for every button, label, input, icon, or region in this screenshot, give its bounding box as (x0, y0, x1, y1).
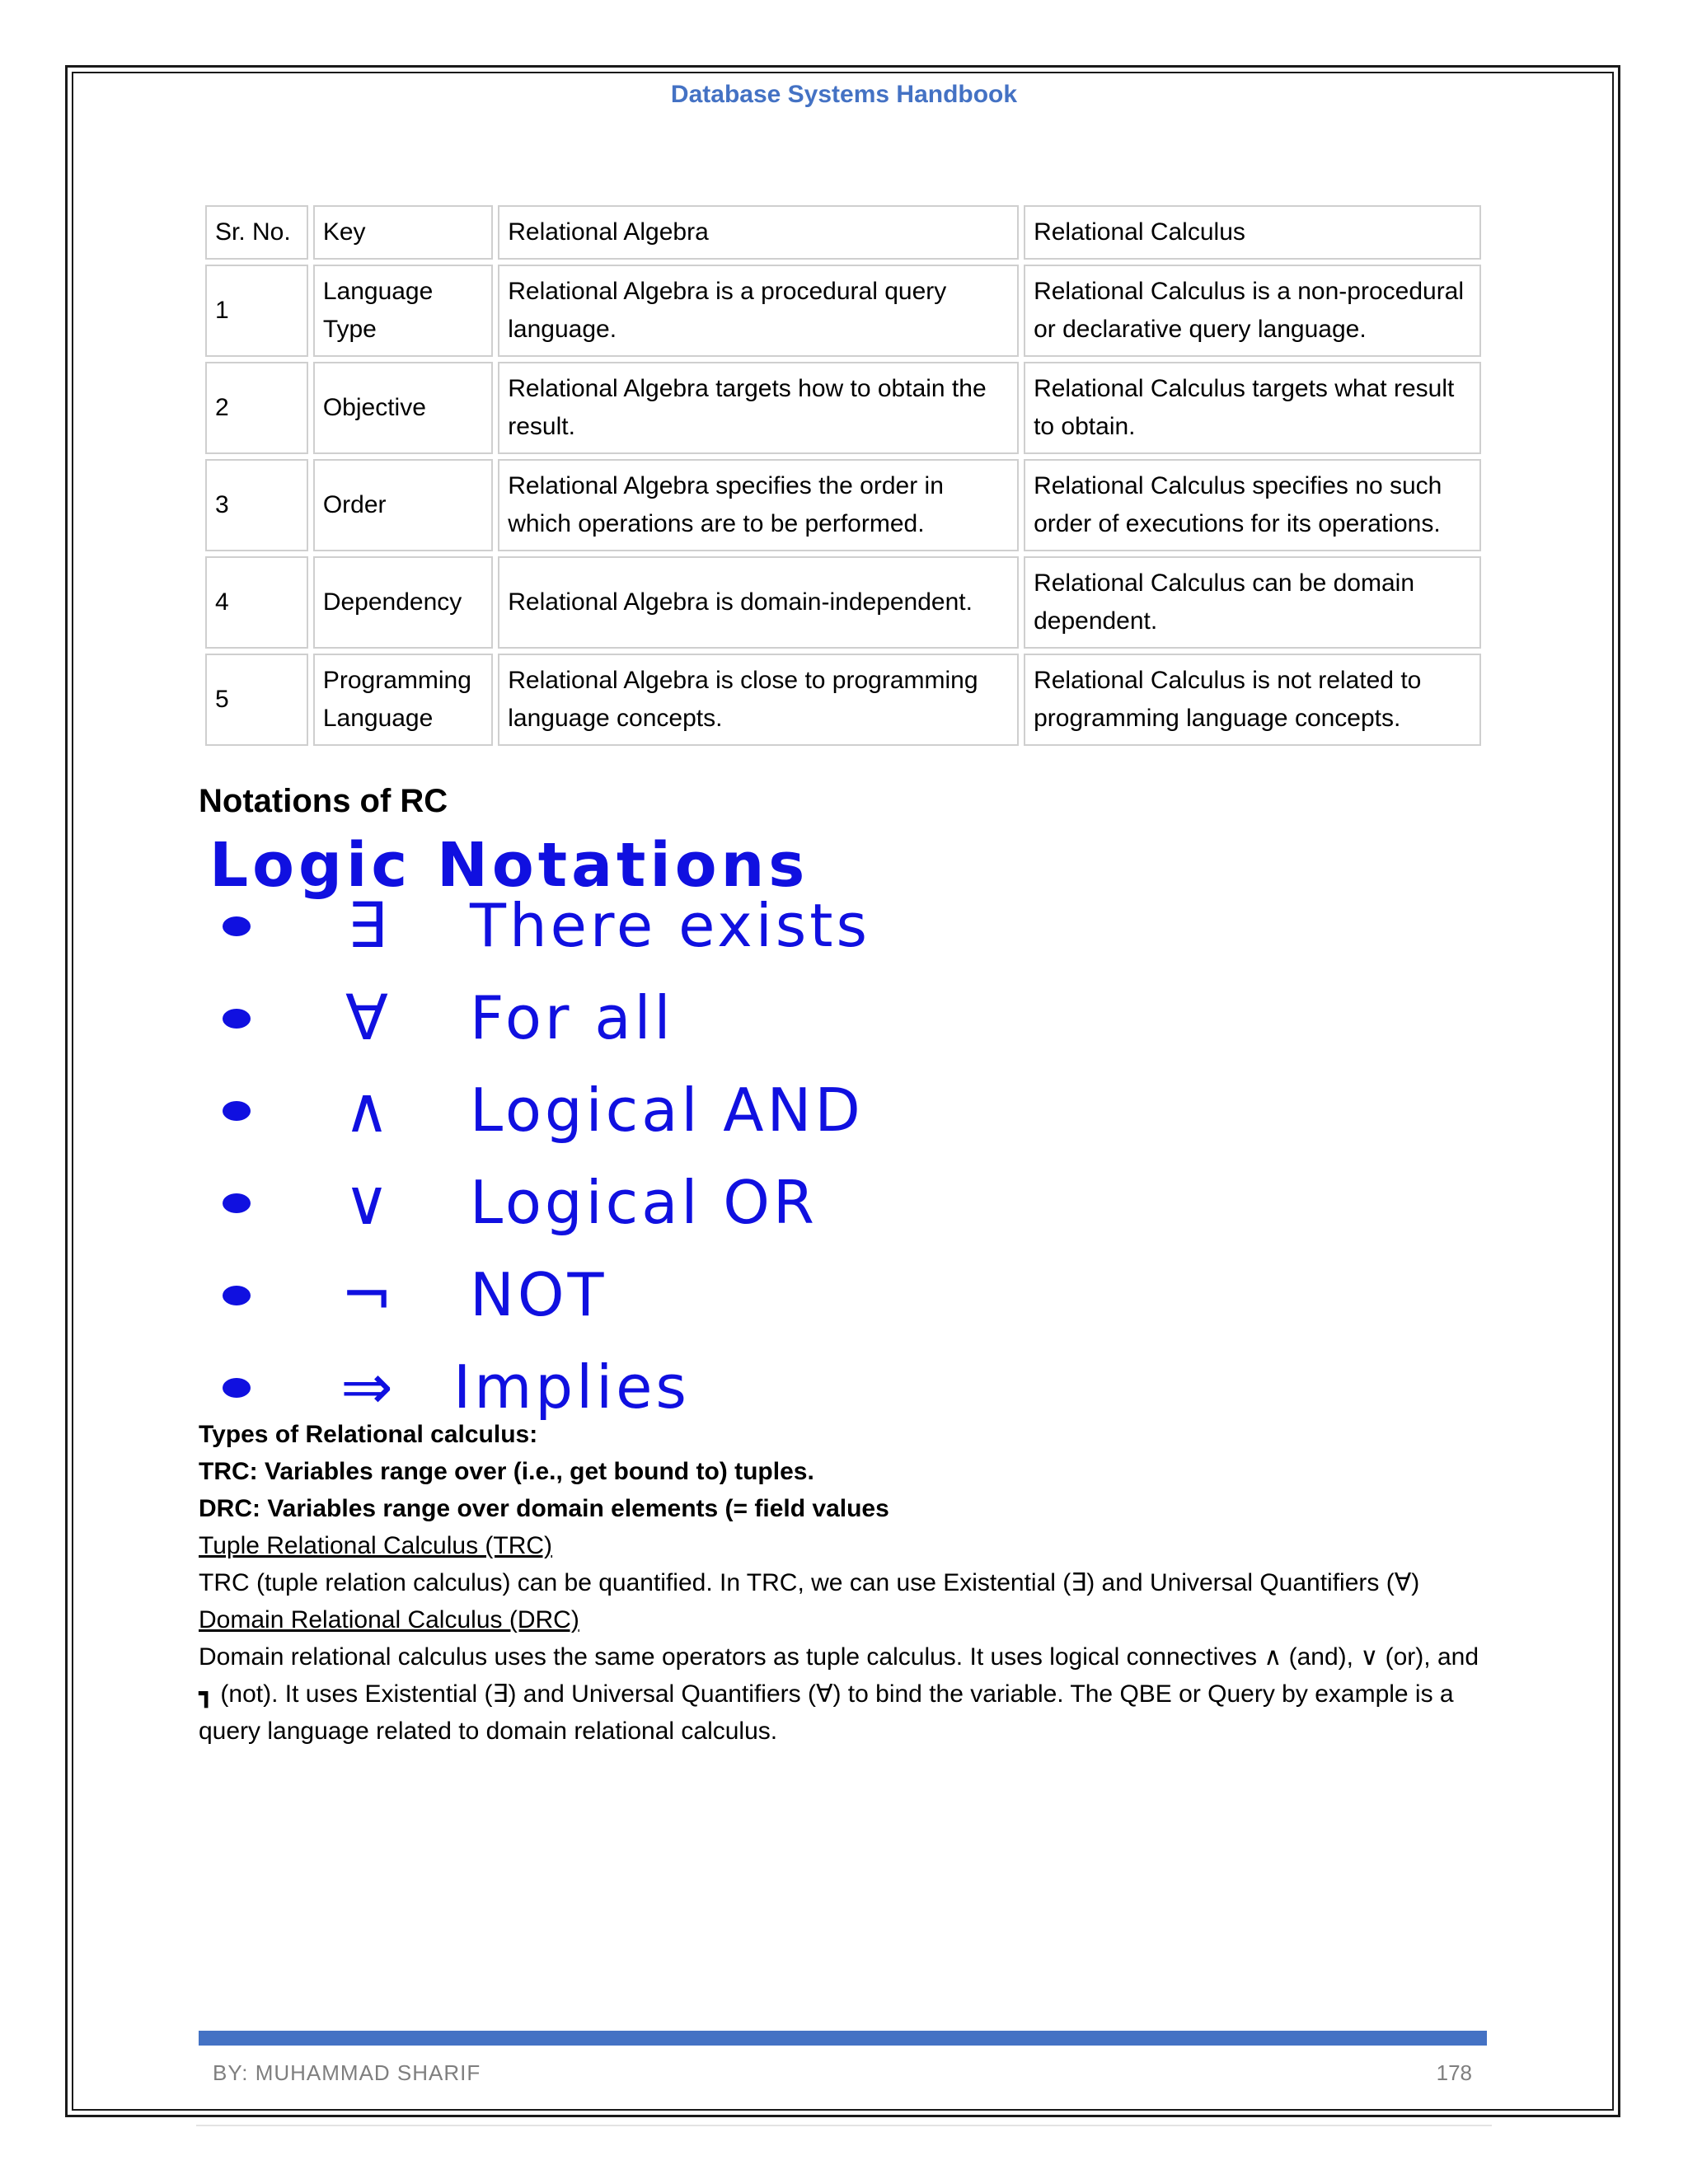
table-cell: Relational Algebra is domain-independent. (498, 556, 1019, 649)
bullet-icon (223, 1193, 251, 1213)
table-cell: Programming Language (313, 654, 493, 746)
bullet-icon (223, 916, 251, 936)
table-cell: Relational Calculus targets what result to obtain. (1024, 362, 1481, 454)
table-cell: 4 (205, 556, 308, 649)
logic-notations-figure (206, 832, 1030, 1426)
table-row (205, 265, 1481, 357)
table-cell: Dependency (313, 556, 493, 649)
logic-item-label: Implies (453, 1352, 690, 1422)
table-cell: 3 (205, 459, 308, 551)
logic-notations-title: Logic Notations (209, 830, 809, 901)
trc-heading: Tuple Relational Calculus (TRC) (199, 1532, 553, 1559)
table-cell: Relational Algebra targets how to obtain the result. (498, 362, 1019, 454)
logic-item (206, 1258, 1030, 1332)
comparison-table (200, 200, 1486, 751)
table-header-cell: Sr. No. (205, 205, 308, 260)
footer-divider (196, 2125, 1492, 2126)
table-cell: Relational Algebra is close to programming language concepts. (498, 654, 1019, 746)
or-symbol-icon: ∨ (344, 1165, 390, 1239)
logic-item (206, 1165, 1030, 1240)
table-row (205, 459, 1481, 551)
and-symbol-icon: ∧ (344, 1073, 390, 1146)
table-header-cell: Key (313, 205, 493, 260)
logic-item-label: NOT (470, 1260, 607, 1329)
footer-accent-bar (199, 2031, 1487, 2046)
table-header-cell: Relational Calculus (1024, 205, 1481, 260)
drc-paragraph-line-2: ┓ (not). It uses Existential (∃) and Universal Quantifiers (∀) to bind the variable. The QBE or Query by example is a (199, 1680, 1454, 1708)
table-cell: Relational Algebra is a procedural query language. (498, 265, 1019, 357)
types-heading: Types of Relational calculus: (199, 1421, 538, 1448)
drc-paragraph-line-1: Domain relational calculus uses the same operators as tuple calculus. It uses logical connectives ∧ (and), ∨ (or), and (199, 1643, 1479, 1671)
table-cell: 1 (205, 265, 308, 357)
table-row (205, 556, 1481, 649)
section-heading: Notations of RC (199, 783, 448, 819)
header-title: Database Systems Handbook (670, 81, 1018, 108)
table-cell: Order (313, 459, 493, 551)
body-text (199, 1416, 1509, 1750)
logic-item-label: For all (470, 983, 674, 1052)
bullet-icon (223, 1101, 251, 1121)
table-cell: Objective (313, 362, 493, 454)
table-cell: Language Type (313, 265, 493, 357)
bullet-icon (223, 1286, 251, 1305)
bullet-icon (223, 1378, 251, 1398)
drc-definition: DRC: Variables range over domain elements (= field values (199, 1495, 889, 1522)
footer-page-number: 178 (1436, 2060, 1472, 2085)
logic-item-label: Logical OR (470, 1168, 818, 1237)
logic-item (206, 888, 1030, 963)
logic-item (206, 981, 1030, 1055)
drc-heading: Domain Relational Calculus (DRC) (199, 1606, 579, 1633)
table-cell: Relational Calculus can be domain dependent. (1024, 556, 1481, 649)
table-header-cell: Relational Algebra (498, 205, 1019, 260)
drc-paragraph-line-3: query language related to domain relational calculus. (199, 1718, 778, 1745)
logic-item-label: There exists (470, 891, 871, 960)
trc-paragraph: TRC (tuple relation calculus) can be quantified. In TRC, we can use Existential (∃) and Universal Quantifiers (∀) (199, 1569, 1420, 1596)
table-row (205, 654, 1481, 746)
table-cell: Relational Calculus specifies no such order of executions for its operations. (1024, 459, 1481, 551)
logic-item-label: Logical AND (470, 1076, 864, 1145)
table-cell: 2 (205, 362, 308, 454)
table-cell: Relational Calculus is a non-procedural or declarative query language. (1024, 265, 1481, 357)
table-header-row (205, 205, 1481, 260)
not-symbol-icon: ¬ (340, 1258, 393, 1331)
table-cell: Relational Algebra specifies the order in which operations are to be performed. (498, 459, 1019, 551)
exists-symbol-icon: ∃ (346, 888, 387, 962)
table-cell: 5 (205, 654, 308, 746)
implies-symbol-icon: ⇒ (340, 1350, 393, 1423)
logic-item (206, 1350, 1030, 1424)
table-row (205, 362, 1481, 454)
logic-item (206, 1073, 1030, 1147)
footer-author: BY: MUHAMMAD SHARIF (213, 2060, 481, 2085)
table-cell: Relational Calculus is not related to programming language concepts. (1024, 654, 1481, 746)
trc-definition: TRC: Variables range over (i.e., get bound to) tuples. (199, 1458, 814, 1485)
forall-symbol-icon: ∀ (345, 981, 388, 1054)
bullet-icon (223, 1009, 251, 1029)
